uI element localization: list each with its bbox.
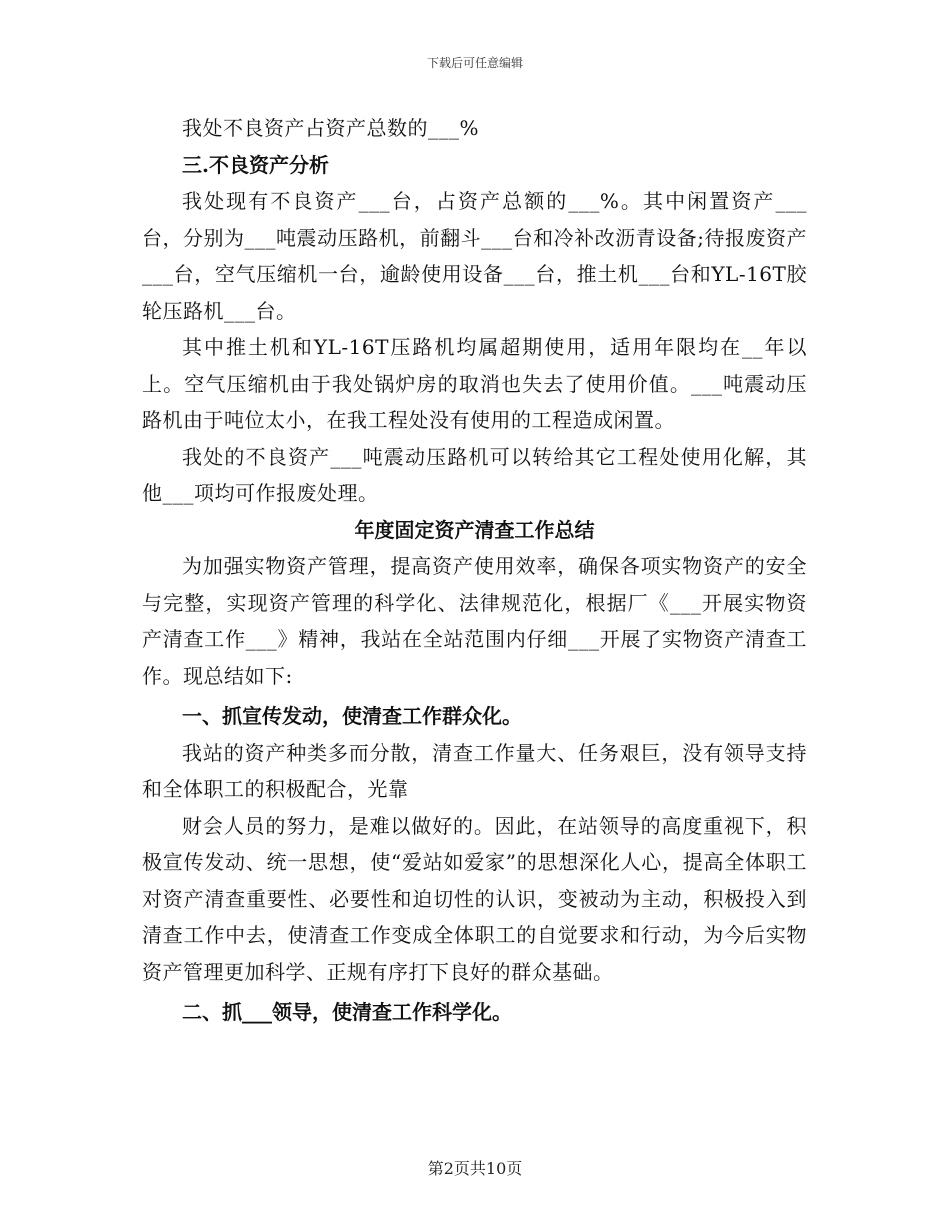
page-header-note: 下载后可任意编辑 — [426, 56, 523, 70]
paragraph-staff-effort: 财会人员的努力，是难以做好的。因此，在站领导的高度重视下，积极宣传发动、统一思想，使“爱站如爱家”的思想深化人心，提高全体职工对资产清查重要性、必要性和迫切性的认识，变被动为主动，积极投入到清查工作中去，使清查工作变成全体职工的自觉要求和行动，为今后实物资产管理更加科学、正规有序打下良好的群众基础。 — [142, 813, 807, 984]
paragraph-bad-asset-ratio: 我处不良资产占资产总数的___% — [182, 116, 480, 140]
page-footer-number: 第2页共10页 — [427, 1159, 523, 1178]
document-title: 年度固定资产清查工作总结 — [354, 517, 595, 542]
paragraph-bad-asset-details: 我处现有不良资产___台，占资产总额的___%。其中闲置资产___台，分别为___吨震动压路机，前翻斗___台和冷补改沥青设备;待报废资产___台，空气压缩机一台，逾龄使用设备___台，推土机___台和YL-16T胶轮压路机___台。 — [142, 189, 807, 323]
section-heading-publicity: 一、抓宣传发动，使清查工作群众化。 — [182, 704, 522, 728]
paragraph-asset-variety: 我站的资产种类多而分散，清查工作量大、任务艰巨，没有领导支持和全体职工的积极配合，光靠 — [142, 740, 807, 801]
paragraph-introduction: 为加强实物资产管理，提高资产使用效率，确保各项实物资产的安全与完整，实现资产管理的科学化、法律规范化，根据厂《___开展实物资产清查工作___》精神，我站在全站范围内仔细___开展了实物资产清查工作。现总结如下: — [142, 554, 807, 688]
paragraph-disposal-plan: 我处的不良资产___吨震动压路机可以转给其它工程处使用化解，其他___项均可作报废处理。 — [142, 444, 807, 505]
section-heading-leadership: 二、抓___领导，使清查工作科学化。 — [182, 1000, 512, 1024]
document-body — [142, 110, 807, 1031]
section-heading-bad-asset-analysis: 三.不良资产分析 — [182, 152, 329, 177]
paragraph-overdue-equipment: 其中推土机和YL-16T压路机均属超期使用，适用年限均在__年以上。空气压缩机由于我处锅炉房的取消也失去了使用价值。___吨震动压路机由于吨位太小，在我工程处没有使用的工程造成闲置。 — [142, 335, 807, 432]
